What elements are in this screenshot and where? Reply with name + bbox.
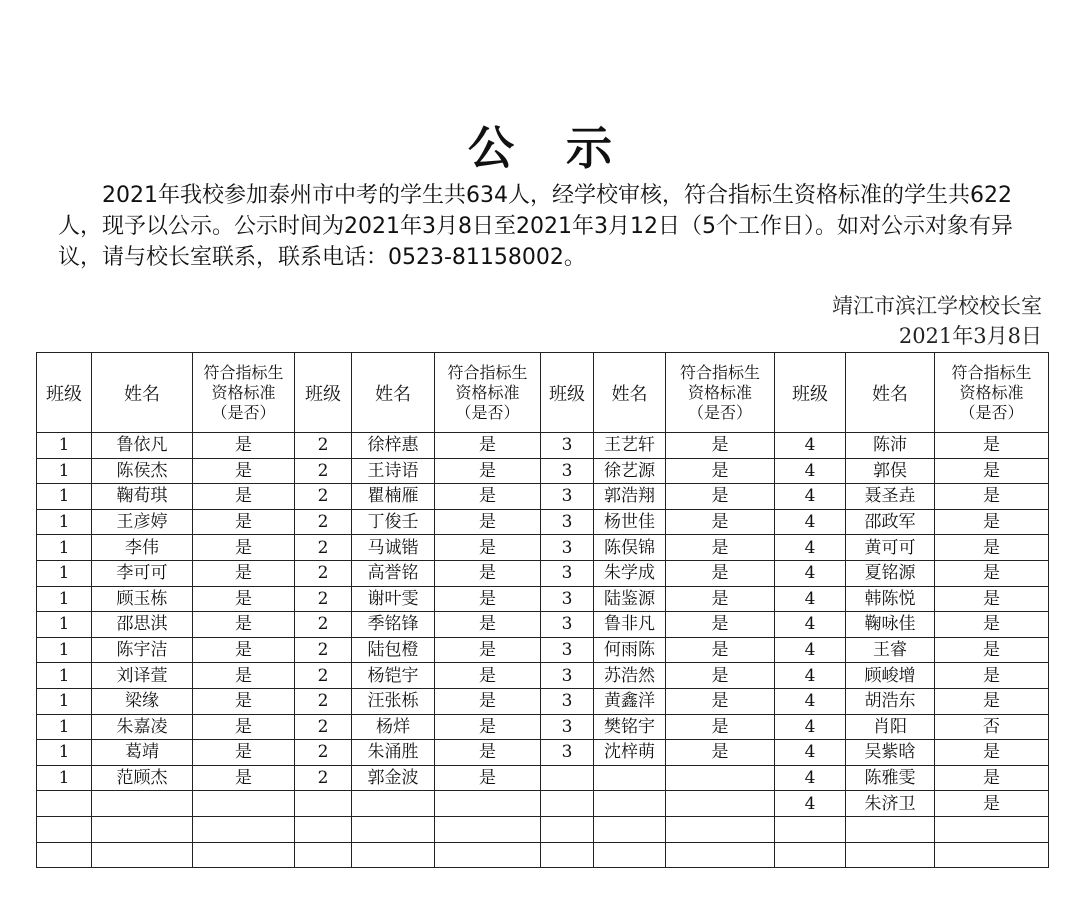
cell-class: 1 [37, 535, 92, 561]
cell-class: 2 [295, 663, 352, 689]
cell-class: 4 [775, 714, 846, 740]
cell-class: 1 [37, 458, 92, 484]
cell-name: 韩陈悦 [846, 586, 935, 612]
cell-class: 1 [37, 740, 92, 766]
cell-class [541, 816, 594, 842]
cell-class [541, 842, 594, 868]
cell-standard: 是 [193, 458, 295, 484]
cell-name: 季铭锋 [352, 612, 435, 638]
table-row [37, 458, 1049, 484]
cell-class: 2 [295, 535, 352, 561]
header-name: 姓名 [594, 353, 666, 433]
cell-standard: 是 [435, 560, 541, 586]
cell-class: 3 [541, 612, 594, 638]
cell-standard: 是 [935, 535, 1049, 561]
cell-standard: 是 [935, 458, 1049, 484]
cell-class: 1 [37, 612, 92, 638]
cell-standard: 是 [193, 688, 295, 714]
cell-name: 郭金波 [352, 765, 435, 791]
table-row [37, 740, 1049, 766]
cell-class: 2 [295, 586, 352, 612]
cell-standard [435, 791, 541, 817]
header-standard: 符合指标生 资格标准 （是否） [193, 353, 295, 433]
cell-standard [435, 816, 541, 842]
table-row [37, 842, 1049, 868]
cell-name [594, 816, 666, 842]
cell-class: 2 [295, 714, 352, 740]
cell-class: 4 [775, 612, 846, 638]
cell-name: 聂圣垚 [846, 484, 935, 510]
cell-name: 马诚锴 [352, 535, 435, 561]
table-row [37, 791, 1049, 817]
cell-standard: 是 [435, 637, 541, 663]
cell-name: 丁俊壬 [352, 509, 435, 535]
cell-name: 范顾杰 [92, 765, 193, 791]
cell-standard: 是 [435, 484, 541, 510]
cell-name: 陈沛 [846, 433, 935, 459]
table-row [37, 484, 1049, 510]
cell-standard: 是 [435, 663, 541, 689]
cell-name: 黄可可 [846, 535, 935, 561]
cell-class: 2 [295, 433, 352, 459]
cell-name: 李可可 [92, 560, 193, 586]
cell-standard [935, 816, 1049, 842]
cell-standard: 是 [935, 560, 1049, 586]
cell-standard: 是 [935, 612, 1049, 638]
cell-name [594, 842, 666, 868]
table-row [37, 586, 1049, 612]
notice-title: 公示 [468, 121, 664, 175]
cell-standard [666, 791, 775, 817]
cell-standard [935, 842, 1049, 868]
cell-class: 2 [295, 688, 352, 714]
cell-class: 4 [775, 535, 846, 561]
cell-class [37, 842, 92, 868]
cell-name [352, 816, 435, 842]
cell-standard: 是 [935, 433, 1049, 459]
cell-standard: 是 [935, 740, 1049, 766]
cell-name: 刘译萱 [92, 663, 193, 689]
cell-class: 3 [541, 535, 594, 561]
cell-class [541, 791, 594, 817]
cell-class: 3 [541, 509, 594, 535]
cell-standard: 是 [935, 663, 1049, 689]
cell-name: 邵政军 [846, 509, 935, 535]
cell-standard: 是 [666, 586, 775, 612]
cell-name: 鲁依凡 [92, 433, 193, 459]
cell-class: 1 [37, 586, 92, 612]
cell-class: 2 [295, 509, 352, 535]
cell-standard: 是 [193, 765, 295, 791]
cell-standard: 是 [666, 714, 775, 740]
cell-name: 王艺轩 [594, 433, 666, 459]
notice-signature: 靖江市滨江学校校长室 [832, 294, 1042, 318]
cell-class: 1 [37, 433, 92, 459]
cell-name: 鲁非凡 [594, 612, 666, 638]
table-row [37, 663, 1049, 689]
cell-standard: 是 [435, 458, 541, 484]
cell-name: 黄鑫洋 [594, 688, 666, 714]
table-row [37, 612, 1049, 638]
cell-standard: 是 [666, 688, 775, 714]
table-row [37, 765, 1049, 791]
cell-standard [666, 816, 775, 842]
cell-standard: 是 [193, 433, 295, 459]
cell-class: 3 [541, 740, 594, 766]
notice-body: 2021年我校参加泰州市中考的学生共634人，经学校审核，符合指标生资格标准的学生共622人，现予以公示。公示时间为2021年3月8日至2021年3月12日（5个工作日）。如对公示对象有异议，请与校长室联系，联系电话：0523-81158002。 [58, 183, 1013, 270]
cell-class: 4 [775, 509, 846, 535]
cell-class: 3 [541, 458, 594, 484]
cell-name: 陈侯杰 [92, 458, 193, 484]
cell-name: 王睿 [846, 637, 935, 663]
cell-class [295, 842, 352, 868]
cell-standard: 是 [435, 509, 541, 535]
cell-standard: 是 [435, 688, 541, 714]
cell-name: 郭俣 [846, 458, 935, 484]
cell-standard: 是 [666, 560, 775, 586]
cell-standard: 是 [435, 765, 541, 791]
cell-name: 朱嘉凌 [92, 714, 193, 740]
cell-name: 胡浩东 [846, 688, 935, 714]
cell-standard: 是 [666, 484, 775, 510]
cell-standard: 是 [193, 714, 295, 740]
cell-class: 4 [775, 484, 846, 510]
cell-standard: 是 [193, 484, 295, 510]
cell-class [37, 791, 92, 817]
cell-standard [666, 765, 775, 791]
table-row [37, 560, 1049, 586]
cell-name: 陈雅雯 [846, 765, 935, 791]
cell-standard: 是 [193, 509, 295, 535]
cell-name: 樊铭宇 [594, 714, 666, 740]
cell-class: 1 [37, 509, 92, 535]
cell-name: 高誉铭 [352, 560, 435, 586]
cell-class: 1 [37, 714, 92, 740]
cell-class: 2 [295, 612, 352, 638]
cell-standard: 否 [935, 714, 1049, 740]
table-header-row [37, 353, 1049, 433]
cell-name [352, 791, 435, 817]
cell-name: 杨烊 [352, 714, 435, 740]
cell-class [775, 842, 846, 868]
cell-name: 朱涌胜 [352, 740, 435, 766]
cell-name: 夏铭源 [846, 560, 935, 586]
cell-standard: 是 [435, 740, 541, 766]
table-row [37, 535, 1049, 561]
cell-class: 4 [775, 560, 846, 586]
cell-name: 肖阳 [846, 714, 935, 740]
cell-class: 1 [37, 663, 92, 689]
cell-standard: 是 [935, 688, 1049, 714]
cell-name: 鞠咏佳 [846, 612, 935, 638]
cell-name: 苏浩然 [594, 663, 666, 689]
cell-name: 王彦婷 [92, 509, 193, 535]
cell-standard: 是 [666, 612, 775, 638]
cell-standard: 是 [193, 535, 295, 561]
header-class: 班级 [295, 353, 352, 433]
header-class: 班级 [775, 353, 846, 433]
cell-name [846, 842, 935, 868]
cell-standard: 是 [435, 612, 541, 638]
cell-standard: 是 [935, 637, 1049, 663]
cell-standard [193, 842, 295, 868]
cell-name: 葛靖 [92, 740, 193, 766]
cell-standard: 是 [193, 663, 295, 689]
cell-standard: 是 [193, 637, 295, 663]
cell-class: 4 [775, 458, 846, 484]
cell-standard: 是 [935, 509, 1049, 535]
cell-name: 朱济卫 [846, 791, 935, 817]
cell-standard [193, 791, 295, 817]
cell-class [541, 765, 594, 791]
cell-standard: 是 [666, 740, 775, 766]
cell-standard: 是 [193, 560, 295, 586]
cell-name [352, 842, 435, 868]
header-standard: 符合指标生 资格标准 （是否） [666, 353, 775, 433]
table-row [37, 509, 1049, 535]
cell-class: 2 [295, 637, 352, 663]
cell-class: 3 [541, 637, 594, 663]
cell-class: 1 [37, 688, 92, 714]
cell-class: 1 [37, 765, 92, 791]
cell-name: 汪张栎 [352, 688, 435, 714]
cell-standard [435, 842, 541, 868]
cell-standard: 是 [666, 663, 775, 689]
cell-class: 3 [541, 688, 594, 714]
cell-class: 4 [775, 791, 846, 817]
cell-standard [193, 816, 295, 842]
cell-standard: 是 [935, 765, 1049, 791]
cell-class [775, 816, 846, 842]
cell-standard: 是 [935, 484, 1049, 510]
cell-name: 杨铠宇 [352, 663, 435, 689]
cell-standard: 是 [435, 535, 541, 561]
cell-class [295, 816, 352, 842]
cell-name: 顾玉栋 [92, 586, 193, 612]
cell-standard: 是 [435, 586, 541, 612]
cell-class: 3 [541, 714, 594, 740]
notice-date: 2021年3月8日 [898, 324, 1042, 348]
table-row [37, 714, 1049, 740]
cell-name: 陆鉴源 [594, 586, 666, 612]
cell-class: 4 [775, 637, 846, 663]
cell-name: 徐梓惠 [352, 433, 435, 459]
cell-name: 郭浩翔 [594, 484, 666, 510]
table-row [37, 688, 1049, 714]
cell-class: 4 [775, 740, 846, 766]
cell-standard: 是 [666, 637, 775, 663]
cell-name [92, 842, 193, 868]
cell-standard: 是 [666, 509, 775, 535]
cell-class: 3 [541, 484, 594, 510]
cell-class: 1 [37, 484, 92, 510]
header-name: 姓名 [352, 353, 435, 433]
cell-standard [666, 842, 775, 868]
cell-class: 2 [295, 740, 352, 766]
cell-name: 梁缘 [92, 688, 193, 714]
cell-name: 徐艺源 [594, 458, 666, 484]
cell-name: 陈俣锦 [594, 535, 666, 561]
cell-class [295, 791, 352, 817]
cell-standard: 是 [193, 612, 295, 638]
header-standard: 符合指标生 资格标准 （是否） [435, 353, 541, 433]
cell-name: 王诗语 [352, 458, 435, 484]
cell-class: 4 [775, 765, 846, 791]
cell-name: 陈宇洁 [92, 637, 193, 663]
cell-name [594, 765, 666, 791]
header-name: 姓名 [846, 353, 935, 433]
cell-name: 顾峻增 [846, 663, 935, 689]
cell-name: 李伟 [92, 535, 193, 561]
cell-standard: 是 [666, 458, 775, 484]
cell-standard: 是 [435, 433, 541, 459]
cell-name: 吴紫晗 [846, 740, 935, 766]
cell-name [92, 816, 193, 842]
header-name: 姓名 [92, 353, 193, 433]
cell-class: 3 [541, 663, 594, 689]
cell-class: 4 [775, 688, 846, 714]
cell-standard: 是 [435, 714, 541, 740]
cell-standard: 是 [193, 586, 295, 612]
cell-name: 朱学成 [594, 560, 666, 586]
cell-class: 1 [37, 560, 92, 586]
header-standard: 符合指标生 资格标准 （是否） [935, 353, 1049, 433]
student-roster-table [36, 352, 1049, 868]
cell-name: 谢叶雯 [352, 586, 435, 612]
cell-name [594, 791, 666, 817]
cell-class [37, 816, 92, 842]
cell-standard: 是 [193, 740, 295, 766]
cell-class: 3 [541, 433, 594, 459]
cell-name: 何雨陈 [594, 637, 666, 663]
cell-class: 1 [37, 637, 92, 663]
header-class: 班级 [37, 353, 92, 433]
cell-name: 邵思淇 [92, 612, 193, 638]
cell-name: 鞠荀琪 [92, 484, 193, 510]
cell-class: 2 [295, 560, 352, 586]
cell-class: 2 [295, 765, 352, 791]
table-row [37, 816, 1049, 842]
cell-name [846, 816, 935, 842]
table-row [37, 637, 1049, 663]
header-class: 班级 [541, 353, 594, 433]
cell-name: 陆包橙 [352, 637, 435, 663]
cell-standard: 是 [935, 791, 1049, 817]
cell-class: 4 [775, 586, 846, 612]
cell-name [92, 791, 193, 817]
cell-standard: 是 [666, 535, 775, 561]
cell-class: 3 [541, 586, 594, 612]
cell-standard: 是 [666, 433, 775, 459]
cell-name: 沈梓萌 [594, 740, 666, 766]
table-row [37, 433, 1049, 459]
cell-name: 杨世佳 [594, 509, 666, 535]
cell-class: 3 [541, 560, 594, 586]
cell-class: 4 [775, 663, 846, 689]
cell-class: 2 [295, 458, 352, 484]
cell-class: 4 [775, 433, 846, 459]
cell-name: 瞿楠雁 [352, 484, 435, 510]
cell-standard: 是 [935, 586, 1049, 612]
cell-class: 2 [295, 484, 352, 510]
table-body [37, 433, 1049, 868]
